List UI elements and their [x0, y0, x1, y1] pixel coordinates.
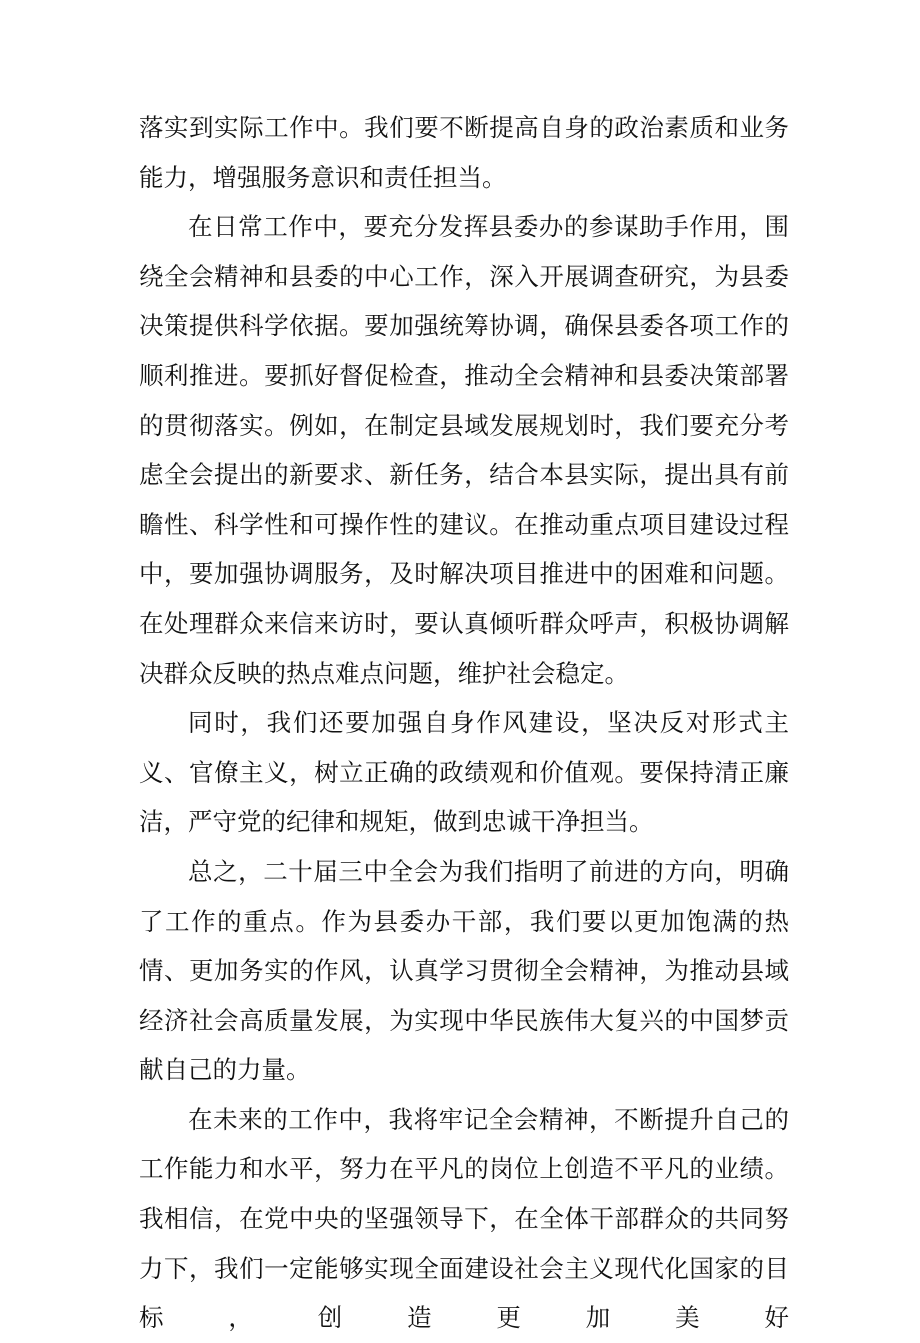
paragraph-work-style: 同时，我们还要加强自身作风建设，坚决反对形式主义、官僚主义，树立正确的政绩观和价值观。要保持清正廉洁，严守党的纪律和规矩，做到忠诚干净担当。: [139, 708, 789, 837]
paragraph-future-work: 在未来的工作中，我将牢记全会精神，不断提升自己的工作能力和水平，努力在平凡的岗位上创造不平凡的业绩。我相信，在党中央的坚强领导下，在全体干部群众的共同努力下，我们一定能够实现全面建设社会主义现代化国家的目标，创造更加美好: [139, 1104, 789, 1333]
paragraph-daily-work: 在日常工作中，要充分发挥县委办的参谋助手作用，围绕全会精神和县委的中心工作，深入开展调查研究，为县委决策提供科学依据。要加强统筹协调，确保县委各项工作的顺利推进。要抓好督促检查，推动全会精神和县委决策部署的贯彻落实。例如，在制定县域发展规划时，我们要充分考虑全会提出的新要求、新任务，结合本县实际，提出具有前瞻性、科学性和可操作性的建议。在推动重点项目建设过程中，要加强协调服务，及时解决项目推进中的困难和问题。在处理群众来信来访时，要认真倾听群众呼声，积极协调解决群众反映的热点难点问题，维护社会稳定。: [139, 212, 789, 688]
paragraph-summary: 总之，二十届三中全会为我们指明了前进的方向，明确了工作的重点。作为县委办干部，我们要以更加饱满的热情、更加务实的作风，认真学习贯彻全会精神，为推动县域经济社会高质量发展，为实现中华民族伟大复兴的中国梦贡献自己的力量。: [139, 856, 789, 1085]
paragraph-continuation: 落实到实际工作中。我们要不断提高自身的政治素质和业务能力，增强服务意识和责任担当。: [139, 113, 789, 192]
document-body: [139, 103, 789, 1343]
